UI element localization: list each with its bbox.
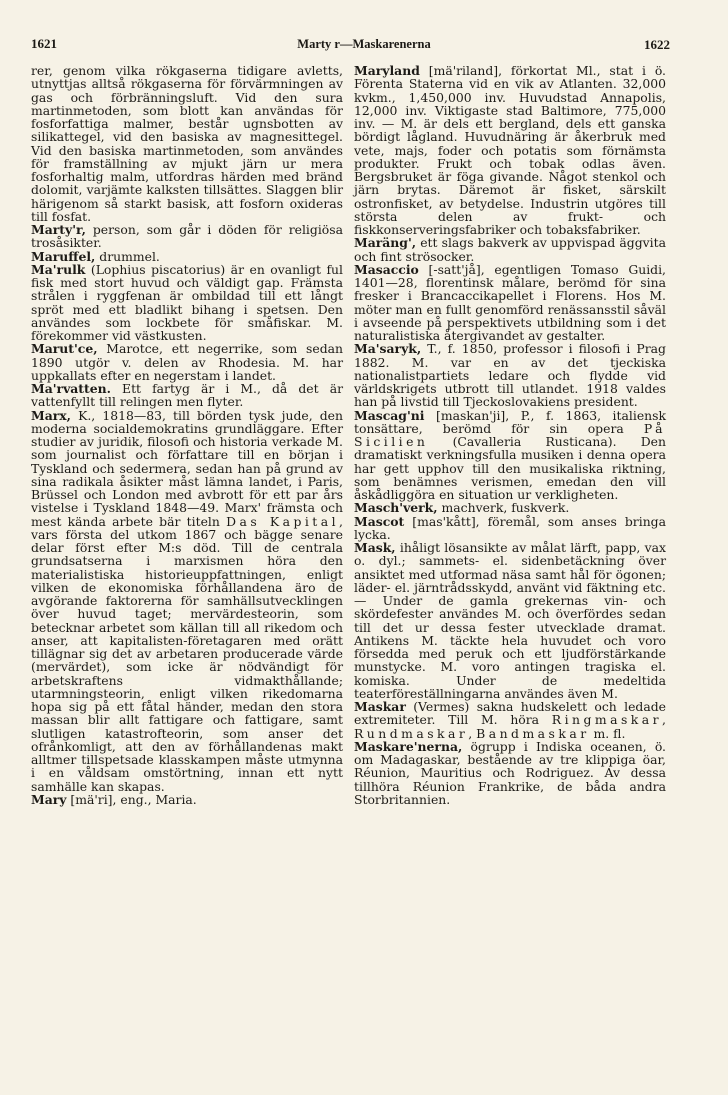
entry-text: , vars första del utkom 1867 och bägge senare delar först efter M:s död. Till de centrala grundsatserna i marxismen höra den materialistiska historieuppfattningen, enligt vilken de ekonomiska förhållandena äro de avgörande faktorerna för samhällsutvecklingen över huvud taget; mervärdesteorin, som betecknar arbetet som källan till all rikedom och anser, att kapitalisten-företagaren med orätt tillägnar sig det av arbetaren producerade värde (mervärdet), som icke är nödvändigt för arbetskraftens vidmakthållande; utarmningsteorin, enligt vilken rikedomarna hopa sig på ett fåtal händer, medan den stora massan blir allt fattigare och fattigare, samt slutligen katastrofteorin, som anser det ofrånkomligt, att den av förhållandenas makt alltmer tillspetsade klasskampen måste utmynna i en våldsam omstörtning, innan ett nytt samhälle kan skapas.	[31, 513, 343, 794]
dictionary-entry	[31, 342, 343, 382]
entry-text: [mä'ri], eng., Maria.	[66, 791, 197, 807]
dictionary-entry	[31, 382, 343, 409]
entry-headword: Marut'ce,	[31, 341, 98, 357]
dictionary-entry	[354, 700, 666, 740]
dictionary-entry	[31, 250, 343, 263]
dictionary-entry	[354, 64, 666, 236]
entry-headword: Ma'rulk	[31, 261, 86, 277]
running-head	[0, 36, 728, 52]
entry-text: Ett fartyg är i M., då det är vattenfyllt till relingen men flyter.	[31, 381, 343, 410]
entry-text: Marotce, ett negerrike, som sedan 1890 utgör v. delen av Rhodesia. M. har uppkallats efter en negerstam i landet.	[31, 341, 343, 383]
dictionary-entry	[31, 793, 343, 806]
entry-spaced-text: På Sicilien	[354, 420, 666, 449]
entry-text: drummel.	[95, 248, 160, 264]
dictionary-entry	[354, 541, 666, 700]
entry-headword: Ma'rvatten.	[31, 381, 111, 396]
entry-text: [-satt'jå], egentligen Tomaso Guidi, 1401—28, florentinsk målare, berömd för sina fresker i Brancaccikapellet i Florens. Hos M. möter man en fullt genomförd renässansstil såväl i avseende på perspektivets utbildning som i det naturalistiska återgivandet av gestalter.	[354, 261, 666, 343]
entry-spaced-text: Ringmaskar	[551, 712, 663, 728]
entry-headword: Mary	[31, 791, 67, 807]
entry-text: rer, genom vilka rökgaserna tidigare avletts, utnyttjas alltså rökgaserna för förvärmningen av gas och förbränningsluft. Vid den sura martinmetoden, som blott kan användas för fosforfattiga malmer, består ugnsbotten av silikattegel, vid den basiska av magnesittegel. Vid den basiska martinmetoden, som användes för framställning av mjukt järn ur mera fosforhaltig malm, utfordras härden med bränd dolomit, varjämte kalksten tillsättes. Slaggen blir härigenom så starkt basisk, att fosforn oxideras till fosfat.	[31, 63, 343, 224]
entry-spaced-text: Rundmaskar	[354, 725, 469, 741]
running-title: Marty r—Maskarenerna	[297, 37, 431, 51]
entry-headword: Maräng',	[354, 235, 417, 251]
entry-text: ihåligt lösansikte av målat lärft, papp, vax o. dyl.; sammets- el. sidenbetäckning över ansiktet med utformad näsa samt hål för ögonen; läder- el. järntrådsskydd, använt vid fäktning etc. — Under de gamla grekernas vin- och skördefester användes M. och överfördes sedan till det ur dessa fester utvecklade dramat. Antikens M. täckte hela huvudet och voro försedda med peruk och ett ljudförstärkande munstycke. M. voro antingen tragiska el. komiska. Under de medeltida teaterföreställningarna användes även M.	[354, 540, 666, 701]
dictionary-entry	[354, 342, 666, 408]
entry-text: person, som går i döden för religiösa trosåsikter.	[31, 222, 343, 251]
dictionary-entry	[31, 223, 343, 250]
entry-spaced-text: Bandmaskar	[476, 725, 590, 741]
entry-text: m. fl.	[589, 725, 626, 741]
entry-headword: Mascag'ni	[354, 407, 425, 423]
entry-text: [mas'kått], föremål, som anses bringa lycka.	[354, 513, 666, 542]
dictionary-entry	[354, 263, 666, 343]
entry-text: [maskan'ji], P., f. 1863, italiensk tonsättare, berömd för sin opera	[354, 407, 666, 436]
entry-text: machverk, fuskverk.	[437, 500, 570, 516]
entry-text: K., 1818—83, till börden tysk jude, den moderna socialdemokratins grundläggare. Efter studier av juridik, filosofi och historia verkade M. som journalist och författare till en början i Tyskland och sedermera, sedan han på grund av sina radikala åsikter måst lämna landet, i Paris, Brüssel och London med avbrott för ett par års vistelse i Tyskland 1848—49. Marx' främsta och mest kända arbete bär titeln	[31, 407, 343, 529]
page-number-left: 1621	[31, 36, 57, 51]
entry-headword: Marx,	[31, 407, 71, 423]
dictionary-entry	[354, 501, 666, 514]
entry-text: ,	[662, 712, 666, 728]
entry-text: T., f. 1850, professor i filosofi i Prag 1882. M. var en av det tjeckiska nationalistpartiets ledare och flydde vid världskrigets utbrott till utlandet. 1918 valdes han på livstid till Tjeckoslovakiens president.	[354, 341, 666, 410]
dictionary-entry	[31, 263, 343, 343]
entry-text: ögrupp i Indiska oceanen, ö. om Madagaskar, bestående av tre klippiga öar, Réunion, Mauritius och Rodriguez. Av dessa tillhöra Réunion Frankrike, de båda andra Storbritannien.	[354, 738, 666, 807]
dictionary-entry	[354, 740, 666, 806]
entry-text: (Vermes) sakna hudskelett och ledade extremiteter. Till M. höra	[354, 699, 666, 728]
entry-headword: Maryland	[354, 63, 420, 78]
right-column	[354, 64, 666, 806]
entry-headword: Mascot	[354, 513, 405, 529]
entry-headword: Masch'verk,	[354, 500, 438, 516]
page-number-right: 1622	[644, 37, 670, 52]
left-column	[31, 64, 343, 806]
dictionary-entry	[354, 236, 666, 263]
entry-headword: Maskar	[354, 699, 406, 714]
entry-headword: Ma'saryk,	[354, 341, 422, 357]
entry-text: (Cavalleria Rusticana). Den dramatiskt verkningsfulla musiken i denna opera har gett upphov till den musikaliska riktning, som benämnes verismen, emedan den vill åskådliggöra en situation ur verkligheten.	[354, 434, 666, 502]
entry-text: ett slags bakverk av uppvispad äggvita och fint strösocker.	[354, 235, 666, 264]
dictionary-entry	[31, 64, 343, 223]
entry-headword: Marty'r,	[31, 222, 86, 237]
dictionary-entry	[354, 409, 666, 502]
entry-text: [mä'riland], förkortat Ml., stat i ö. Förenta Staterna vid en vik av Atlanten. 32,000 kvkm., 1,450,000 inv. Huvudstad Annapolis, 12,000 inv. Viktigaste stad Baltimore, 775,000 inv. — M. är dels ett bergland, dels ett ganska bördigt lågland. Huvudnäring är åkerbruk med vete, majs, foder och potatis som förnämsta produkter. Frukt och tobak odlas även. Bergsbruket är föga givande. Något stenkol och järn brytas. Däremot är fisket, särskilt ostronfisket, av betydelse. Industrin utgöres till största delen av frukt- och fiskkonserveringsfabriker och tobaksfabriker.	[354, 63, 666, 237]
entry-headword: Masaccio	[354, 261, 419, 277]
entry-headword: Maskare'nerna,	[354, 738, 463, 754]
entry-text: (Lophius piscatorius) är en ovanligt ful fisk med stort huvud och väldigt gap. Främsta strålen i ryggfenan är ombildad till ett långt spröt med ett bladlikt bihang i spetsen. Den användes som lockbete för småfiskar. M. förekommer vid västkusten.	[31, 261, 343, 343]
entry-text: ,	[468, 725, 477, 741]
dictionary-entry	[31, 409, 343, 793]
entry-spaced-text: Das Kapital	[226, 513, 340, 529]
entry-headword: Maruffel,	[31, 248, 96, 264]
entry-headword: Mask,	[354, 540, 396, 555]
dictionary-entry	[354, 515, 666, 542]
